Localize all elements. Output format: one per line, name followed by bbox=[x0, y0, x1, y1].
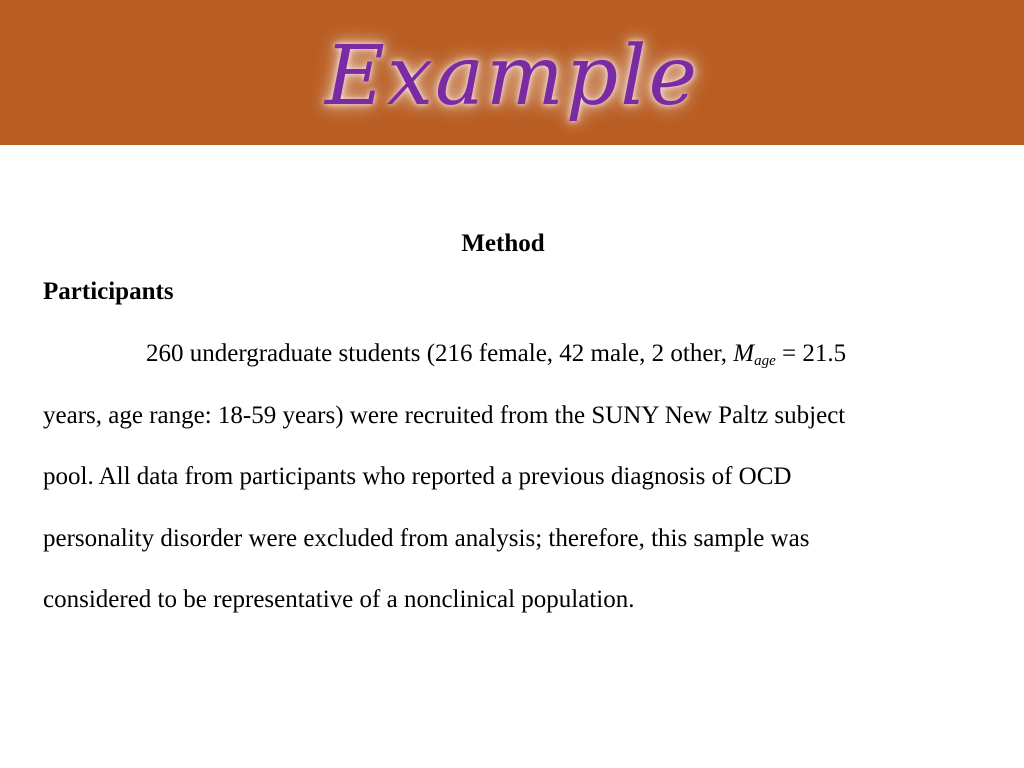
participants-paragraph bbox=[43, 323, 973, 631]
mean-symbol: M bbox=[733, 340, 755, 367]
paragraph-line-4: personality disorder were excluded from analysis; therefore, this sample was bbox=[43, 524, 810, 552]
line1-text: 260 undergraduate students (216 female, 42 male, 2 other, bbox=[146, 340, 734, 367]
paragraph-line-5: considered to be representative of a nonclinical population. bbox=[43, 586, 635, 613]
participants-heading: Participants bbox=[43, 278, 174, 305]
slide-title: Example bbox=[325, 29, 699, 124]
paragraph-line-3: pool. All data from participants who reported a previous diagnosis of OCD bbox=[43, 463, 792, 490]
mean-value: = 21.5 bbox=[775, 340, 847, 367]
mean-subscript: age bbox=[754, 353, 776, 369]
paragraph-line-1 bbox=[43, 323, 973, 385]
paragraph-line-2: years, age range: 18-59 years) were recruited from the SUNY New Paltz subject bbox=[43, 401, 846, 429]
method-heading: Method bbox=[461, 230, 545, 257]
